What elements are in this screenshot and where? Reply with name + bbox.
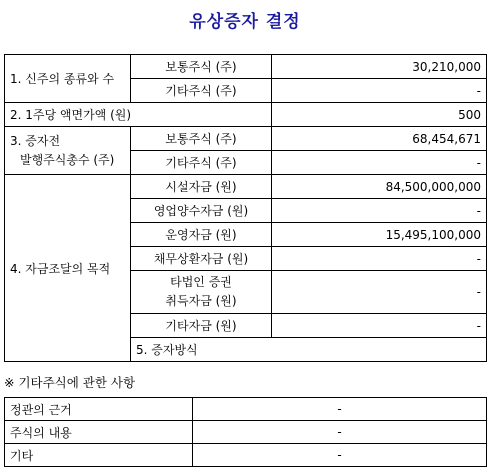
other-shares-table: [4, 397, 487, 467]
operating-funds-label: 운영자금 (원): [131, 223, 272, 247]
share-details-label: 주식의 내용: [5, 421, 193, 444]
table-row: [5, 421, 487, 444]
debt-repayment-value: -: [272, 247, 487, 271]
operating-funds-value: 15,495,100,000: [272, 223, 487, 247]
table-row: [5, 175, 487, 199]
new-shares-label: 1. 신주의 종류와 수: [5, 55, 131, 103]
articles-basis-value: -: [193, 398, 487, 421]
table-row: [5, 55, 487, 79]
acquisition-funds-value: -: [272, 199, 487, 223]
debt-repayment-label: 채무상환자금 (원): [131, 247, 272, 271]
other-value: -: [193, 444, 487, 467]
table-row: [5, 103, 487, 127]
other-shares-label: 기타주식 (주): [131, 79, 272, 103]
pre-issue-shares-label-line1: 3. 증자전: [10, 133, 61, 148]
other-funds-label: 기타자금 (원): [131, 314, 272, 338]
table-row: [5, 127, 487, 151]
pre-issue-shares-label: [5, 127, 131, 175]
pre-issue-shares-label-line2: 발행주식총수 (주): [20, 152, 115, 167]
articles-basis-label: 정관의 근거: [5, 398, 193, 421]
capital-increase-table: [4, 54, 487, 362]
common-shares-label: 보통주식 (주): [131, 55, 272, 79]
share-details-value: -: [193, 421, 487, 444]
securities-acquisition-value: -: [272, 271, 487, 314]
table-row: [5, 398, 487, 421]
securities-acquisition-label-line2: 취득자금 (원): [165, 294, 237, 308]
pre-other-shares-value: -: [272, 151, 487, 175]
common-shares-label: 보통주식 (주): [131, 127, 272, 151]
issue-method-label: 5. 증자방식: [131, 338, 487, 362]
other-funds-value: -: [272, 314, 487, 338]
table-row: [5, 444, 487, 467]
pre-common-shares-value: 68,454,671: [272, 127, 487, 151]
other-shares-label: 기타주식 (주): [131, 151, 272, 175]
securities-acquisition-label-line1: 타법인 증권: [170, 275, 232, 289]
par-value-value: 500: [272, 103, 487, 127]
facility-funds-label: 시설자금 (원): [131, 175, 272, 199]
page-title: 유상증자 결정: [189, 12, 301, 32]
acquisition-funds-label: 영업양수자금 (원): [131, 199, 272, 223]
securities-acquisition-label: [131, 271, 272, 314]
other-shares-note: ※ 기타주식에 관한 사항: [4, 375, 136, 390]
facility-funds-value: 84,500,000,000: [272, 175, 487, 199]
par-value-label: 2. 1주당 액면가액 (원): [5, 103, 272, 127]
other-label: 기타: [5, 444, 193, 467]
funding-purpose-label: 4. 자금조달의 목적: [5, 175, 131, 362]
new-other-shares-value: -: [272, 79, 487, 103]
new-common-shares-value: 30,210,000: [272, 55, 487, 79]
